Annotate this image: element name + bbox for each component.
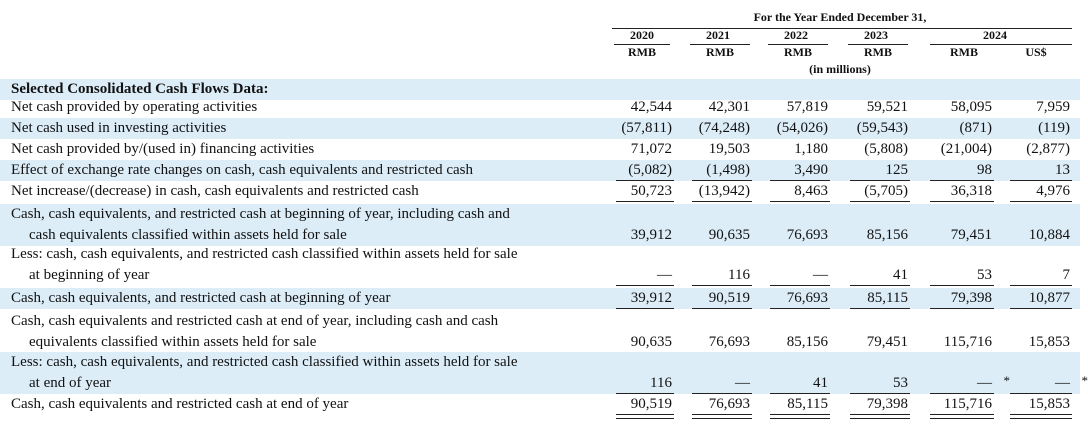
value-text: 19,503 bbox=[708, 141, 750, 157]
subtotal-rule bbox=[1010, 285, 1072, 286]
value-text: 79,398 bbox=[950, 290, 992, 306]
value-cell bbox=[657, 265, 672, 286]
value-cell bbox=[787, 225, 828, 246]
currency-2024-rmb: RMB bbox=[950, 45, 978, 59]
value-cell bbox=[867, 225, 908, 246]
value-cell bbox=[1036, 181, 1070, 202]
value-cell bbox=[867, 288, 908, 309]
total-double-rule bbox=[1010, 414, 1072, 419]
value-cell bbox=[699, 181, 750, 202]
row-label bbox=[11, 160, 611, 181]
table-row bbox=[0, 160, 1080, 181]
value-text: (13,942) bbox=[698, 183, 750, 199]
value-text: (74,248) bbox=[698, 120, 750, 136]
currency-2020: RMB bbox=[628, 45, 656, 59]
value-text: 98 bbox=[977, 162, 992, 178]
subtotal-rule bbox=[1010, 201, 1072, 202]
value-cell bbox=[1055, 160, 1070, 181]
value-text: 85,156 bbox=[866, 227, 908, 243]
value-text: 58,095 bbox=[950, 99, 992, 115]
year-2024: 2024 bbox=[983, 28, 1007, 42]
row-label-line: Less: cash, cash equivalents, and restricted cash classified within assets held for sale bbox=[11, 354, 518, 370]
value-text: 41 bbox=[893, 267, 908, 283]
row-label-continuation: at beginning of year bbox=[29, 267, 150, 283]
value-cell bbox=[864, 139, 908, 160]
value-cell bbox=[735, 373, 750, 394]
value-cell bbox=[1063, 265, 1071, 286]
value-cell bbox=[977, 160, 992, 181]
value-cell bbox=[1038, 118, 1070, 139]
currency-2024-usd: US$ bbox=[1025, 45, 1047, 59]
value-text: 36,318 bbox=[950, 183, 992, 199]
value-text: (5,808) bbox=[864, 141, 908, 157]
value-text: 85,115 bbox=[867, 290, 908, 306]
value-text: (1,498) bbox=[706, 162, 750, 178]
subtotal-rule bbox=[850, 285, 910, 286]
value-cell bbox=[1029, 332, 1070, 353]
value-cell bbox=[709, 394, 750, 415]
table-row bbox=[0, 352, 1088, 394]
subtotal-rule bbox=[692, 308, 752, 309]
subtotal-rule bbox=[850, 308, 910, 309]
table-row bbox=[0, 118, 1080, 139]
row-label bbox=[11, 244, 611, 286]
value-text: 3,490 bbox=[794, 162, 828, 178]
value-text: 79,398 bbox=[866, 396, 908, 412]
table-row bbox=[0, 244, 1080, 286]
value-text: — bbox=[1055, 375, 1070, 391]
subtotal-rule bbox=[930, 285, 994, 286]
value-cell bbox=[631, 97, 672, 118]
value-text: 76,693 bbox=[708, 334, 750, 350]
value-text: 116 bbox=[728, 267, 750, 283]
value-text: 90,635 bbox=[708, 227, 750, 243]
row-label-line: Effect of exchange rate changes on cash, cash equivalents and restricted cash bbox=[11, 162, 474, 178]
footnote-marker: * bbox=[1081, 373, 1088, 388]
row-label bbox=[11, 204, 611, 246]
total-double-rule bbox=[850, 414, 910, 419]
value-cell bbox=[794, 139, 828, 160]
period-title: For the Year Ended December 31, bbox=[753, 10, 927, 24]
value-cell bbox=[886, 160, 909, 181]
value-text: 50,723 bbox=[630, 183, 672, 199]
value-cell bbox=[631, 139, 672, 160]
subtotal-rule bbox=[692, 201, 752, 202]
subtotal-rule bbox=[930, 201, 994, 202]
value-cell bbox=[709, 225, 750, 246]
value-cell bbox=[794, 181, 828, 202]
year-2022: 2022 bbox=[784, 28, 808, 42]
subtotal-rule bbox=[770, 285, 830, 286]
subtotal-rule bbox=[1010, 308, 1072, 309]
row-label-line: Net cash used in investing activities bbox=[11, 120, 227, 136]
row-label-line: Cash, cash equivalents, and restricted cash at beginning of year bbox=[11, 290, 391, 306]
value-text: (5,705) bbox=[864, 183, 908, 199]
value-cell bbox=[1029, 288, 1070, 309]
value-text: (119) bbox=[1038, 120, 1070, 136]
value-cell bbox=[621, 118, 672, 139]
value-cell bbox=[706, 160, 750, 181]
value-text: 10,884 bbox=[1028, 227, 1070, 243]
value-cell bbox=[787, 97, 828, 118]
value-cell bbox=[631, 288, 672, 309]
value-text: 7,959 bbox=[1036, 99, 1070, 115]
value-cell bbox=[709, 97, 750, 118]
value-cell bbox=[951, 97, 992, 118]
value-cell bbox=[787, 394, 828, 415]
currency-2023: RMB bbox=[864, 45, 892, 59]
subtotal-rule bbox=[692, 285, 752, 286]
value-cell bbox=[1029, 394, 1070, 415]
value-text: 90,519 bbox=[630, 396, 672, 412]
value-cell bbox=[1055, 373, 1088, 394]
subtotal-rule bbox=[930, 308, 994, 309]
units-note: (in millions) bbox=[809, 62, 871, 76]
row-label bbox=[11, 288, 611, 309]
total-double-rule bbox=[616, 414, 674, 419]
value-cell bbox=[777, 118, 828, 139]
value-cell bbox=[893, 265, 908, 286]
value-text: 85,115 bbox=[787, 396, 828, 412]
value-text: 76,693 bbox=[708, 396, 750, 412]
row-label-line: Cash, cash equivalents, and restricted cash at beginning of year, including cash and bbox=[11, 206, 510, 222]
footnote-marker: * bbox=[1003, 373, 1010, 388]
value-text: (54,026) bbox=[776, 120, 828, 136]
value-cell bbox=[951, 181, 992, 202]
value-text: 79,451 bbox=[866, 334, 908, 350]
value-text: 15,853 bbox=[1028, 396, 1070, 412]
value-text: 115,716 bbox=[943, 396, 992, 412]
currency-2022: RMB bbox=[784, 45, 812, 59]
value-text: 59,521 bbox=[866, 99, 908, 115]
row-label-continuation: at end of year bbox=[29, 375, 112, 391]
value-cell bbox=[709, 332, 750, 353]
value-cell bbox=[631, 225, 672, 246]
section-title: Selected Consolidated Cash Flows Data: bbox=[11, 81, 269, 97]
value-cell bbox=[867, 394, 908, 415]
value-text: 90,635 bbox=[630, 334, 672, 350]
table-row bbox=[0, 139, 1080, 160]
value-cell bbox=[1026, 139, 1070, 160]
subtotal-rule bbox=[770, 308, 830, 309]
value-text: 4,976 bbox=[1036, 183, 1070, 199]
table-row bbox=[0, 181, 1080, 202]
value-cell bbox=[867, 97, 908, 118]
total-double-rule bbox=[692, 414, 752, 419]
value-text: (59,543) bbox=[856, 120, 908, 136]
value-cell bbox=[709, 288, 750, 309]
value-text: 71,072 bbox=[630, 141, 672, 157]
value-cell bbox=[941, 139, 992, 160]
value-cell bbox=[728, 265, 750, 286]
year-2023: 2023 bbox=[864, 28, 888, 42]
row-label bbox=[11, 181, 611, 202]
value-text: 115,716 bbox=[943, 334, 992, 350]
value-cell bbox=[794, 160, 828, 181]
table-row bbox=[0, 97, 1080, 118]
row-label-line: Less: cash, cash equivalents, and restricted cash classified within assets held for sale bbox=[11, 246, 518, 262]
value-text: 85,156 bbox=[786, 334, 828, 350]
value-cell bbox=[787, 288, 828, 309]
row-label bbox=[11, 394, 611, 415]
value-cell bbox=[893, 373, 908, 394]
value-text: 39,912 bbox=[630, 227, 672, 243]
value-text: — bbox=[657, 267, 672, 283]
row-label bbox=[11, 139, 611, 160]
value-text: 10,877 bbox=[1028, 290, 1070, 306]
value-text: (871) bbox=[959, 120, 992, 136]
value-text: 42,544 bbox=[630, 99, 672, 115]
value-text: 15,853 bbox=[1028, 334, 1070, 350]
row-label-continuation: cash equivalents classified within assets held for sale bbox=[29, 227, 347, 243]
value-cell bbox=[709, 139, 750, 160]
value-text: 39,912 bbox=[630, 290, 672, 306]
value-cell bbox=[787, 332, 828, 353]
subtotal-rule bbox=[616, 285, 674, 286]
value-text: (21,004) bbox=[940, 141, 992, 157]
subtotal-rule bbox=[616, 308, 674, 309]
value-text: 79,451 bbox=[950, 227, 992, 243]
subtotal-rule bbox=[770, 201, 830, 202]
value-text: 13 bbox=[1055, 162, 1070, 178]
value-cell bbox=[960, 118, 993, 139]
value-cell bbox=[951, 288, 992, 309]
value-cell bbox=[867, 332, 908, 353]
value-text: 8,463 bbox=[794, 183, 828, 199]
value-cell bbox=[944, 394, 992, 415]
subtotal-rule bbox=[616, 201, 674, 202]
value-cell bbox=[631, 394, 672, 415]
value-cell bbox=[857, 118, 908, 139]
table-row bbox=[0, 311, 1080, 353]
value-text: 76,693 bbox=[786, 227, 828, 243]
value-text: 57,819 bbox=[786, 99, 828, 115]
value-text: 42,301 bbox=[708, 99, 750, 115]
value-cell bbox=[813, 373, 828, 394]
value-cell bbox=[944, 332, 992, 353]
value-text: 7 bbox=[1062, 267, 1070, 283]
value-cell bbox=[977, 265, 992, 286]
year-2021: 2021 bbox=[706, 28, 730, 42]
value-text: 53 bbox=[893, 375, 908, 391]
value-cell bbox=[699, 118, 750, 139]
row-label-line: Cash, cash equivalents and restricted cash at end of year, including cash and cash bbox=[11, 313, 499, 329]
currency-2021: RMB bbox=[706, 45, 734, 59]
value-text: 41 bbox=[813, 375, 828, 391]
row-label bbox=[11, 97, 611, 118]
table-row bbox=[0, 394, 1080, 415]
row-label bbox=[11, 352, 611, 394]
row-label-line: Net cash provided by/(used in) financing activities bbox=[11, 141, 315, 157]
row-label bbox=[11, 118, 611, 139]
value-cell bbox=[631, 332, 672, 353]
table-row bbox=[0, 288, 1080, 309]
value-cell bbox=[631, 181, 672, 202]
value-text: (57,811) bbox=[621, 120, 672, 136]
total-double-rule bbox=[930, 414, 994, 419]
value-cell bbox=[977, 373, 1010, 394]
value-text: (2,877) bbox=[1026, 141, 1070, 157]
value-text: 76,693 bbox=[786, 290, 828, 306]
row-label bbox=[11, 311, 611, 353]
row-label-line: Net cash provided by operating activities bbox=[11, 99, 258, 115]
value-cell bbox=[813, 265, 828, 286]
value-cell bbox=[864, 181, 908, 202]
value-cell bbox=[628, 160, 672, 181]
value-text: (5,082) bbox=[628, 162, 672, 178]
row-label-line: Net increase/(decrease) in cash, cash equivalents and restricted cash bbox=[11, 183, 419, 199]
value-text: 116 bbox=[650, 375, 672, 391]
value-cell bbox=[1036, 97, 1070, 118]
value-cell bbox=[1029, 225, 1070, 246]
value-text: — bbox=[735, 375, 750, 391]
value-text: 90,519 bbox=[708, 290, 750, 306]
row-label-continuation: equivalents classified within assets held for sale bbox=[29, 334, 317, 350]
value-cell bbox=[951, 225, 992, 246]
value-text: 125 bbox=[885, 162, 908, 178]
value-cell bbox=[650, 373, 672, 394]
value-text: — bbox=[977, 375, 992, 391]
total-double-rule bbox=[770, 414, 830, 419]
value-text: — bbox=[813, 267, 828, 283]
value-text: 53 bbox=[977, 267, 992, 283]
subtotal-rule bbox=[850, 201, 910, 202]
row-label-line: Cash, cash equivalents and restricted cash at end of year bbox=[11, 396, 349, 412]
table-row bbox=[0, 204, 1080, 246]
year-2020: 2020 bbox=[630, 28, 654, 42]
value-text: 1,180 bbox=[794, 141, 828, 157]
